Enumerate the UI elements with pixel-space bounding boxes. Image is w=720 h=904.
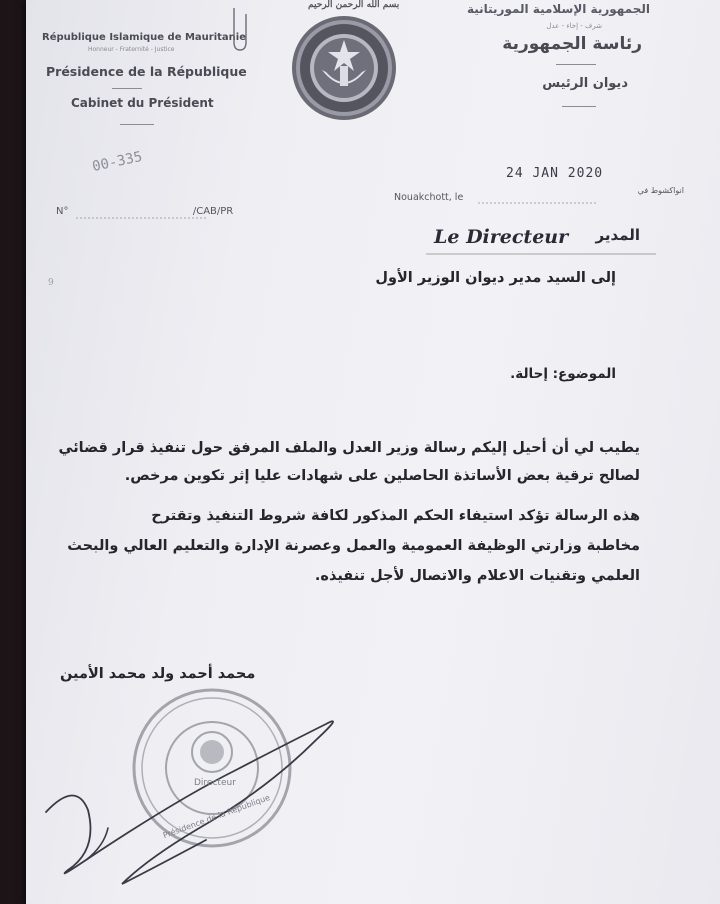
body-line: مخاطبة وزارتي الوظيفة العمومية والعمل وعصرنة الإدارة والتعليم العالي والبحث <box>67 538 640 554</box>
header-presidency-fr: Présidence de la République <box>46 64 247 79</box>
subject-line: الموضوع: إحالة. <box>510 366 616 382</box>
body-line: يطيب لي أن أحيل إليكم رسالة وزير العدل والملف المرفق حول تنفيذ قرار قضائي <box>58 440 640 456</box>
reference-prefix: N° <box>56 206 69 217</box>
body-line: هذه الرسالة تؤكد استيفاء الحكم المذكور لكافة شروط التنفيذ وتقترح <box>151 508 640 524</box>
reference-line <box>56 206 233 217</box>
reference-suffix: /CAB/PR <box>192 206 234 217</box>
margin-mark: 9 <box>48 278 54 288</box>
body-line: العلمي وتقنيات الاعلام والاتصال لأجل تنفيذه. <box>314 568 640 584</box>
date-label-fr: Nouakchott, le <box>394 192 464 203</box>
signature-icon <box>46 721 333 884</box>
header-cabinet-ar: ديوان الرئيس <box>542 76 628 91</box>
header-cabinet-fr: Cabinet du Président <box>71 96 214 110</box>
reference-number: 00-335 <box>90 148 144 176</box>
stamp-text-director: Directeur <box>194 778 236 788</box>
body-line: لصالح ترقية بعض الأساتذة الحاصلين على شهادات عليا إثر تكوين مرخص. <box>124 468 640 484</box>
recipient-line: إلى السيد مدير ديوان الوزير الأول <box>375 270 616 286</box>
basmala-label: بسم الله الرحمن الرحيم <box>308 0 400 10</box>
sender-title-ar: المدير <box>595 226 640 244</box>
header-motto-fr: Honneur - Fraternité - Justice <box>88 46 175 53</box>
national-seal-icon <box>292 16 396 120</box>
signatory-name: محمد أحمد ولد محمد الأمين <box>60 666 256 682</box>
header-presidency-ar: رئاسة الجمهورية <box>502 34 642 54</box>
letter-page <box>26 0 720 904</box>
stamp-text-presidency: Présidence de la République <box>161 792 272 841</box>
paperclip-icon <box>234 8 246 50</box>
date-value: 24 JAN 2020 <box>506 166 604 181</box>
header-motto-ar: شرف - إخاء - عدل <box>546 22 602 30</box>
date-label-ar: انواكشوط في <box>637 186 684 195</box>
header-republic-fr: République Islamique de Mauritanie <box>42 32 247 43</box>
header-republic-ar: الجمهورية الإسلامية الموريتانية <box>466 2 650 16</box>
sender-title-fr: Le Directeur <box>434 226 569 248</box>
